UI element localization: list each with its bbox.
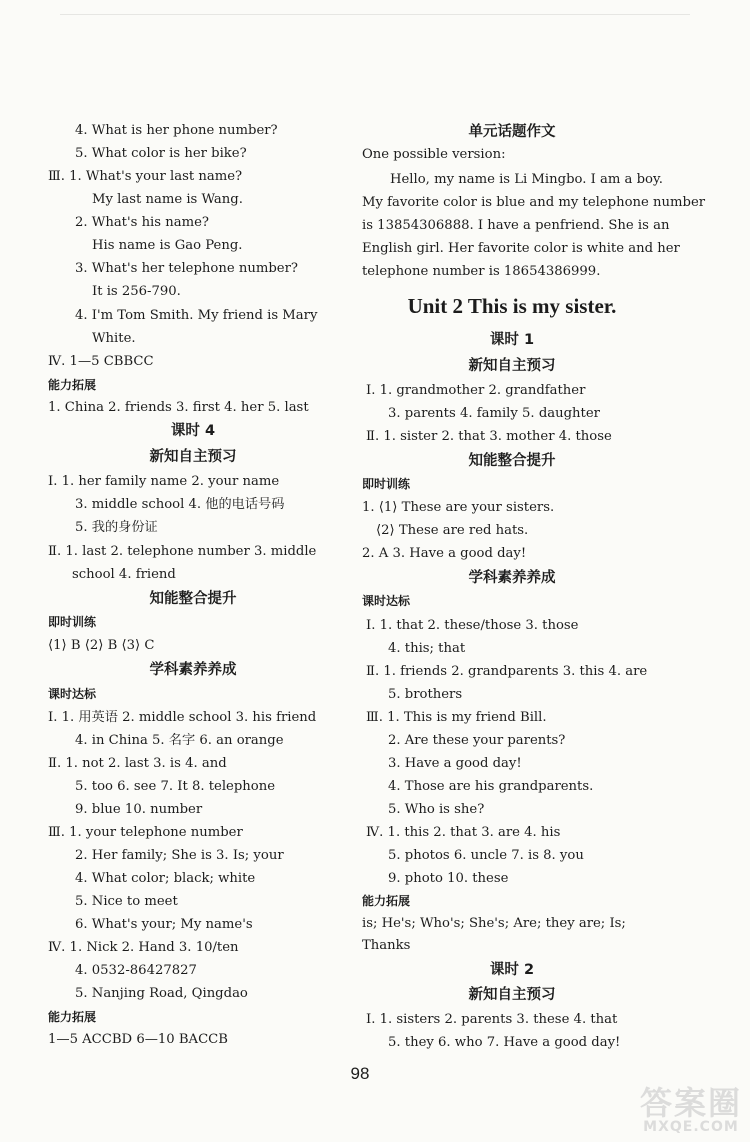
answer-line: 5. too 6. see 7. It 8. telephone	[75, 779, 276, 794]
answer-line: Ⅲ. 1. This is my friend Bill.	[366, 710, 547, 725]
answer-line: 4. What is her phone number?	[75, 123, 278, 138]
answer-line: Hello, my name is Li Mingbo. I am a boy.	[390, 172, 663, 187]
section-heading: 学科素养养成	[149, 662, 237, 678]
section-heading: 新知自主预习	[149, 449, 237, 465]
answer-line: is 13854306888. I have a penfriend. She is an	[362, 218, 670, 233]
subsection-label: 能力拓展	[362, 894, 411, 908]
answer-line: 5. they 6. who 7. Have a good day!	[388, 1035, 621, 1050]
answer-line: Thanks	[362, 938, 411, 953]
answer-line: Ⅱ. 1. sister 2. that 3. mother 4. those	[366, 429, 612, 444]
subsection-label: 课时达标	[48, 687, 97, 701]
watermark-text: 答案圈	[639, 1084, 742, 1122]
answer-line: telephone number is 18654386999.	[362, 264, 601, 279]
answer-line: 5. photos 6. uncle 7. is 8. you	[388, 848, 584, 863]
answer-line: 4. I'm Tom Smith. My friend is Mary	[75, 308, 318, 323]
answer-line: White.	[92, 331, 136, 346]
answer-line: English girl. Her favorite color is white and her	[362, 241, 680, 256]
answer-line: Ⅱ. 1. last 2. telephone number 3. middle	[48, 544, 317, 559]
answer-line: My favorite color is blue and my telephone number	[362, 195, 706, 210]
answer-line: Ⅰ. 1. her family name 2. your name	[48, 474, 280, 489]
answer-line: 3. middle school 4. 他的电话号码	[75, 497, 285, 512]
answer-line: 3. What's her telephone number?	[75, 261, 298, 276]
page-top-rule	[60, 14, 690, 15]
answer-line: 1. ⟨1⟩ These are your sisters.	[362, 500, 555, 515]
answer-line: is; He's; Who's; She's; Are; they are; Is;	[362, 916, 626, 931]
answer-line: school 4. friend	[72, 567, 176, 582]
watermark-url: MXQE.COM	[643, 1119, 739, 1135]
answer-line: Ⅳ. 1. Nick 2. Hand 3. 10/ten	[48, 940, 239, 955]
answer-line: 4. 0532-86427827	[75, 963, 197, 978]
answer-line: Ⅰ. 1. sisters 2. parents 3. these 4. that	[366, 1012, 618, 1027]
answer-line: 4. in China 5. 名字 6. an orange	[75, 733, 284, 748]
answer-line: His name is Gao Peng.	[92, 238, 243, 253]
subsection-label: 能力拓展	[48, 1010, 97, 1024]
answer-line: Ⅰ. 1. 用英语 2. middle school 3. his friend	[48, 710, 317, 725]
watermark-logo	[640, 1086, 742, 1134]
answer-line: My last name is Wang.	[92, 192, 243, 207]
subsection-label: 即时训练	[362, 477, 411, 491]
section-heading: 知能整合提升	[468, 453, 556, 469]
answer-line: 2. What's his name?	[75, 215, 209, 230]
answer-line: 4. What color; black; white	[75, 871, 256, 886]
subsection-label: 即时训练	[48, 615, 97, 629]
answer-line: 4. Those are his grandparents.	[388, 779, 594, 794]
section-heading: 新知自主预习	[468, 358, 556, 374]
answer-line: 5. What color is her bike?	[75, 146, 247, 161]
answer-line: 1—5 ACCBD 6—10 BACCB	[48, 1032, 228, 1047]
subsection-label: 课时达标	[362, 594, 411, 608]
section-heading: 课时 1	[489, 332, 535, 348]
section-heading: 课时 2	[489, 962, 535, 978]
answer-line: It is 256-790.	[92, 284, 181, 299]
answer-line: 5. Nice to meet	[75, 894, 178, 909]
answer-line: Ⅱ. 1. not 2. last 3. is 4. and	[48, 756, 227, 771]
answer-line: 6. What's your; My name's	[75, 917, 253, 932]
answer-line: 5. brothers	[388, 687, 463, 702]
answer-line: 9. blue 10. number	[75, 802, 203, 817]
answer-line: Ⅰ. 1. that 2. these/those 3. those	[366, 618, 579, 633]
section-heading: 新知自主预习	[468, 987, 556, 1003]
answer-line: Ⅳ. 1—5 CBBCC	[48, 354, 154, 369]
answer-line: 3. Have a good day!	[388, 756, 522, 771]
answer-line: Ⅲ. 1. your telephone number	[48, 825, 243, 840]
answer-line: 5. 我的身份证	[75, 520, 158, 535]
section-heading: 知能整合提升	[149, 591, 237, 607]
unit-title: Unit 2 This is my sister.	[407, 294, 617, 318]
answer-line: Ⅲ. 1. What's your last name?	[48, 169, 243, 184]
answer-line: 3. parents 4. family 5. daughter	[388, 406, 600, 421]
answer-line: 2. A 3. Have a good day!	[362, 546, 527, 561]
answer-line: Ⅳ. 1. this 2. that 3. are 4. his	[366, 825, 561, 840]
answer-line: 1. China 2. friends 3. first 4. her 5. last	[48, 400, 309, 415]
answer-line: 9. photo 10. these	[388, 871, 509, 886]
answer-line: 2. Her family; She is 3. Is; your	[75, 848, 284, 863]
answer-line: Ⅰ. 1. grandmother 2. grandfather	[366, 383, 586, 398]
answer-line: ⟨2⟩ These are red hats.	[376, 523, 529, 538]
answer-line: One possible version:	[362, 147, 506, 162]
answer-line: 4. this; that	[388, 641, 466, 656]
section-heading: 学科素养养成	[468, 570, 556, 586]
answer-line: Ⅱ. 1. friends 2. grandparents 3. this 4. are	[366, 664, 648, 679]
page-number: 98	[350, 1064, 370, 1083]
answer-line: 2. Are these your parents?	[388, 733, 566, 748]
answer-line: ⟨1⟩ B ⟨2⟩ B ⟨3⟩ C	[48, 638, 155, 653]
answer-line: 5. Nanjing Road, Qingdao	[75, 986, 248, 1001]
section-heading: 课时 4	[170, 423, 216, 439]
section-heading: 单元话题作文	[468, 124, 556, 140]
subsection-label: 能力拓展	[48, 378, 97, 392]
answer-line: 5. Who is she?	[388, 802, 485, 817]
